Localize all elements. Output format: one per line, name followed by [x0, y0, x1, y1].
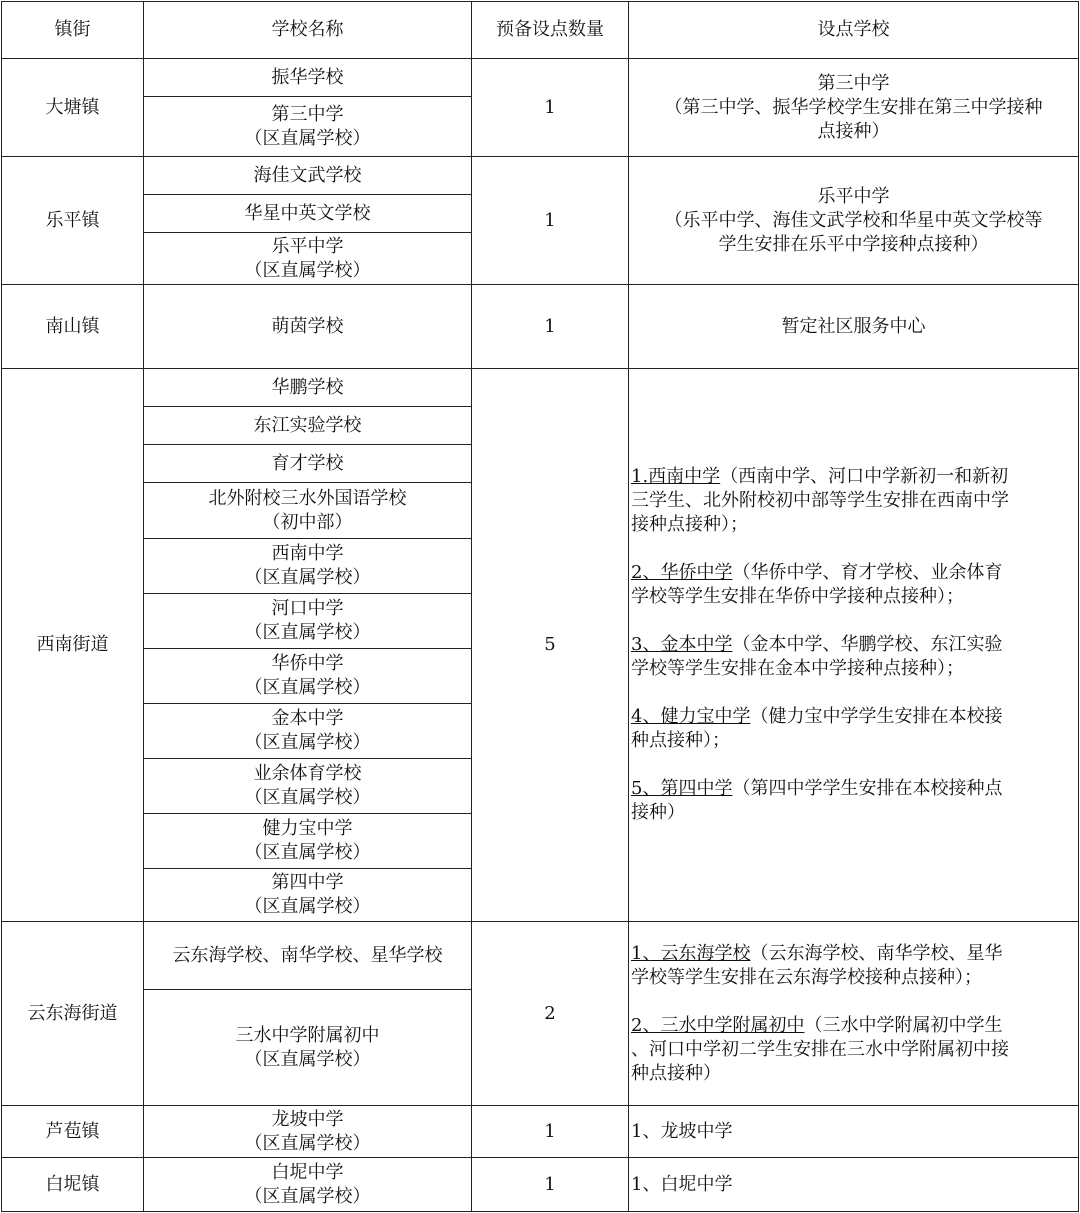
school-name-line: 第三中学 [271, 103, 344, 125]
site-school-cell [629, 285, 1079, 369]
site-school-cell [629, 1158, 1079, 1212]
town-cell: 云东海街道 [2, 922, 144, 1106]
site-paragraph-text: （第四中学学生安排在本校接种点 [732, 778, 1003, 799]
school-name-line: 云东海学校、南华学校、星华学校 [172, 944, 443, 966]
school-name-line: （区直属学校） [244, 677, 371, 698]
school-name-line: 三水中学附属初中 [235, 1024, 380, 1046]
school-cell [144, 369, 472, 407]
site-school-title: 1、云东海学校 [631, 942, 751, 964]
site-paragraph [631, 942, 1076, 990]
site-paragraph-text: （华侨中学、育才学校、业余体育 [732, 562, 1003, 583]
site-school-cell [629, 59, 1079, 157]
table-row [2, 157, 1079, 195]
site-school-title: 5、第四中学 [631, 778, 733, 799]
town-cell: 南山镇 [2, 285, 144, 369]
town-cell: 乐平镇 [2, 157, 144, 285]
table-row [2, 369, 1079, 407]
site-text-line: 点接种） [817, 120, 890, 142]
school-name-line: 育才学校 [271, 452, 344, 474]
school-cell [144, 649, 472, 704]
school-cell [144, 97, 472, 157]
site-text-line: （乐平中学、海佳文武学校和华星中英文学校等 [664, 209, 1043, 231]
table-body [2, 59, 1079, 1212]
site-school-cell [629, 369, 1079, 922]
school-cell [144, 594, 472, 649]
site-count-cell: 1 [472, 157, 629, 285]
school-name-line: 萌茵学校 [271, 315, 344, 337]
school-cell [144, 195, 472, 233]
site-school-cell [629, 1106, 1079, 1158]
school-cell [144, 59, 472, 97]
school-cell [144, 407, 472, 445]
school-cell [144, 1106, 472, 1158]
header-school-name: 学校名称 [144, 2, 472, 59]
school-name-line: 健力宝中学 [262, 818, 353, 839]
site-text-line: 学生安排在乐平中学接种点接种） [718, 233, 989, 255]
site-school-title: 3、金本中学 [631, 634, 733, 655]
school-cell [144, 704, 472, 759]
school-cell [144, 814, 472, 869]
table-row [2, 1158, 1079, 1212]
school-name-line: （区直属学校） [244, 842, 371, 863]
table-row [2, 285, 1079, 369]
vaccination-site-table [1, 1, 1079, 1212]
site-paragraph-text: 学校等学生安排在华侨中学接种点接种）； [631, 586, 964, 607]
school-name-line: （区直属学校） [244, 1132, 371, 1154]
site-paragraph-text: （西南中学、河口中学新初一和新初 [720, 466, 1009, 487]
site-paragraph [631, 777, 1076, 825]
school-cell [144, 157, 472, 195]
school-cell [144, 922, 472, 990]
site-school-cell [629, 922, 1079, 1106]
school-name-line: （区直属学校） [244, 787, 371, 808]
school-name-line: （区直属学校） [244, 1185, 371, 1207]
town-cell: 白坭镇 [2, 1158, 144, 1212]
school-cell [144, 539, 472, 594]
site-count-cell: 2 [472, 922, 629, 1106]
school-name-line: 华星中英文学校 [244, 202, 371, 224]
table-row [2, 1106, 1079, 1158]
school-name-line: 东江实验学校 [253, 414, 362, 436]
school-cell [144, 285, 472, 369]
site-paragraph [631, 705, 1076, 753]
school-cell [144, 990, 472, 1106]
site-count-cell: 1 [472, 1158, 629, 1212]
school-name-line: 振华学校 [271, 66, 344, 88]
site-school-title: 2、华侨中学 [631, 562, 733, 583]
school-name-line: 龙坡中学 [271, 1108, 344, 1130]
school-name-line: （区直属学校） [244, 127, 371, 149]
school-name-line: 西南中学 [271, 543, 344, 564]
school-name-line: 海佳文武学校 [253, 164, 362, 186]
site-count-cell: 5 [472, 369, 629, 922]
header-site-count: 预备设点数量 [472, 2, 629, 59]
school-name-line: 业余体育学校 [253, 763, 362, 784]
table-row [2, 59, 1079, 97]
school-cell [144, 483, 472, 539]
site-school-title: 2、三水中学附属初中 [631, 1014, 805, 1036]
school-name-line: （区直属学校） [244, 259, 371, 281]
site-paragraph [631, 633, 1076, 681]
school-cell [144, 1158, 472, 1212]
site-count-cell: 1 [472, 59, 629, 157]
site-text-line: 1、龙坡中学 [631, 1120, 733, 1142]
site-paragraph-text: 、河口中学初二学生安排在三水中学附属初中接 [631, 1038, 1009, 1060]
site-school-title: 1.西南中学 [631, 466, 721, 487]
header-site-school: 设点学校 [629, 2, 1079, 59]
school-name-line: 乐平中学 [271, 235, 344, 257]
site-school-title: 4、健力宝中学 [631, 706, 751, 727]
school-name-line: 白坭中学 [271, 1161, 344, 1183]
town-cell: 芦苞镇 [2, 1106, 144, 1158]
school-name-line: （区直属学校） [244, 567, 371, 588]
site-text-line: （第三中学、振华学校学生安排在第三中学接种 [664, 96, 1043, 118]
site-paragraph-text: 学校等学生安排在金本中学接种点接种）； [631, 658, 964, 679]
school-name-line: 华鹏学校 [271, 376, 344, 398]
school-cell [144, 445, 472, 483]
site-paragraph-text: 种点接种）； [631, 730, 730, 751]
site-paragraph-text: （金本中学、华鹏学校、东江实验 [732, 634, 1003, 655]
site-paragraph [631, 561, 1076, 609]
site-school-cell [629, 157, 1079, 285]
table-row [2, 922, 1079, 990]
school-cell [144, 759, 472, 814]
school-name-line: （区直属学校） [244, 622, 371, 643]
site-text-line: 1、白坭中学 [631, 1173, 733, 1195]
site-paragraph-text: 三学生、北外附校初中部等学生安排在西南中学 [631, 490, 1009, 511]
site-text-line: 乐平中学 [817, 185, 890, 207]
site-paragraph-text: （三水中学附属初中学生 [804, 1014, 1003, 1036]
school-name-line: （区直属学校） [244, 732, 371, 753]
site-text-line: 第三中学 [817, 72, 890, 94]
site-paragraph-text: （健力宝中学学生安排在本校接 [750, 706, 1003, 727]
school-name-line: （区直属学校） [244, 896, 371, 917]
school-cell [144, 233, 472, 285]
school-cell [144, 869, 472, 922]
site-paragraph [631, 465, 1076, 537]
site-paragraph [631, 1014, 1076, 1086]
school-name-line: 河口中学 [271, 598, 344, 619]
school-name-line: （区直属学校） [244, 1048, 371, 1070]
site-paragraph-text: 学校等学生安排在云东海学校接种点接种）； [631, 966, 982, 988]
site-paragraph-text: 接种点接种）； [631, 514, 748, 535]
site-paragraph-text: 种点接种） [631, 1062, 721, 1084]
site-paragraph-text: （云东海学校、南华学校、星华 [750, 942, 1003, 964]
site-text-line: 暂定社区服务中心 [781, 315, 926, 337]
school-name-line: 金本中学 [271, 708, 344, 729]
town-cell: 西南街道 [2, 369, 144, 922]
site-count-cell: 1 [472, 285, 629, 369]
town-cell: 大塘镇 [2, 59, 144, 157]
school-name-line: 北外附校三水外国语学校 [208, 487, 407, 509]
site-count-cell: 1 [472, 1106, 629, 1158]
school-name-line: 华侨中学 [271, 653, 344, 674]
header-town: 镇街 [2, 2, 144, 59]
school-name-line: （初中部） [262, 511, 353, 533]
site-paragraph-text: 接种） [631, 802, 685, 823]
school-name-line: 第四中学 [271, 872, 344, 893]
